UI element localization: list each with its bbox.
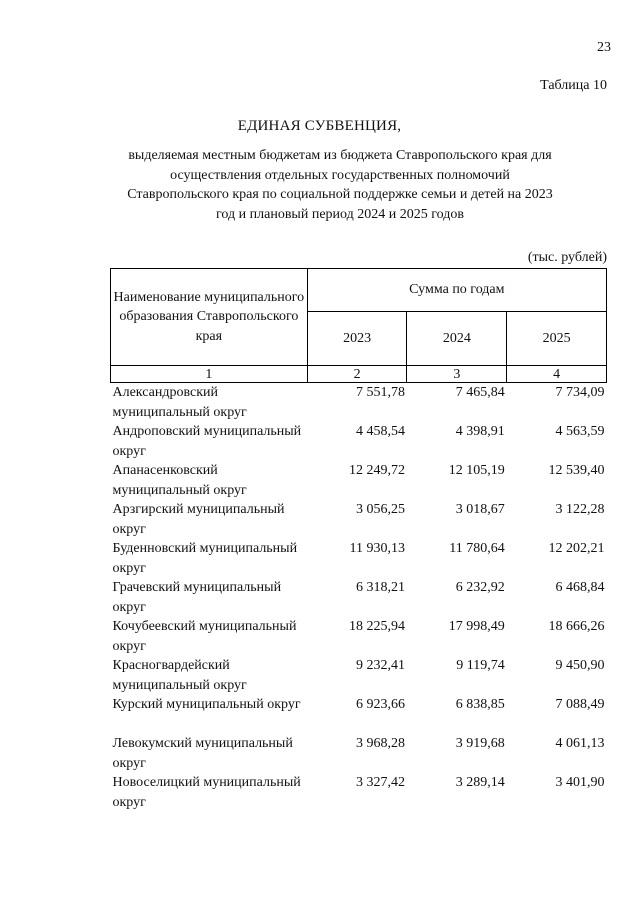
header-year-2023: 2023 [307,312,407,366]
subvention-table [110,268,607,812]
municipality-name: Александровский муниципальный округ [112,385,247,420]
value-2023: 4 458,54 [355,424,405,439]
value-2025: 12 202,21 [548,541,605,556]
value-2023: 9 232,41 [355,658,405,673]
value-2024: 12 105,19 [448,463,505,478]
municipality-name: Андроповский муниципальный округ [112,424,302,459]
document-title: ЕДИНАЯ СУБВЕНЦИЯ, [237,118,402,134]
table-row [111,539,607,578]
table-row [111,461,607,500]
header-name: Наименование муниципального образования Ставропольского края [111,269,308,366]
document-subtitle: выделяемая местным бюджетам из бюджета Ставропольского края для осуществления отдельных государственных полномочий Ставропольского края по социальной поддержке семьи и детей на 2023 год и плановый период 2024 и 2025 годов [127,148,553,222]
table-row [111,617,607,656]
value-2023: 3 968,28 [355,736,405,751]
value-2023: 12 249,72 [348,463,405,478]
value-2024: 6 232,92 [455,580,505,595]
value-2025: 12 539,40 [548,463,605,478]
value-2023: 6 318,21 [355,580,405,595]
units-label: (тыс. рублей) [527,250,607,265]
value-2023: 7 551,78 [355,385,405,400]
value-2023: 3 327,42 [355,775,405,790]
value-2025: 7 088,49 [555,697,605,712]
table-row [111,500,607,539]
value-2025: 6 468,84 [555,580,605,595]
value-2023: 3 056,25 [355,502,405,517]
table-row [111,656,607,695]
value-2025: 9 450,90 [555,658,605,673]
table-row [111,734,607,773]
value-2025: 3 401,90 [555,775,605,790]
value-2023: 18 225,94 [348,619,405,634]
value-2024: 11 780,64 [449,541,505,556]
value-2025: 7 734,09 [555,385,605,400]
municipality-name: Апанасенковский муниципальный округ [112,463,247,498]
municipality-name: Кочубеевский муниципальный округ [112,619,297,654]
municipality-name: Буденновский муниципальный округ [112,541,298,576]
municipality-name: Красногвардейский муниципальный округ [112,658,247,693]
value-2024: 3 919,68 [455,736,505,751]
table-row [111,695,607,734]
value-2024: 17 998,49 [448,619,505,634]
value-2024: 9 119,74 [456,658,505,673]
value-2024: 3 289,14 [455,775,505,790]
value-2025: 4 563,59 [555,424,605,439]
column-number-row [111,366,607,383]
table-label: Таблица 10 [540,78,607,93]
page-number: 23 [597,40,611,55]
column-number: 2 [307,366,407,383]
value-2025: 4 061,13 [555,736,605,751]
municipality-name: Левокумский муниципальный округ [112,736,293,771]
value-2024: 4 398,91 [455,424,505,439]
column-number: 1 [111,366,308,383]
value-2024: 7 465,84 [455,385,505,400]
value-2024: 3 018,67 [455,502,505,517]
table-row [111,383,607,423]
value-2025: 18 666,26 [548,619,605,634]
header-year-2024: 2024 [407,312,507,366]
value-2024: 6 838,85 [455,697,505,712]
municipality-name: Грачевский муниципальный округ [112,580,282,615]
column-number: 3 [407,366,507,383]
column-number: 4 [507,366,607,383]
header-year-2025: 2025 [507,312,607,366]
municipality-name: Арзгирский муниципальный округ [112,502,285,537]
municipality-name: Курский муниципальный округ [112,697,301,712]
value-2023: 6 923,66 [355,697,405,712]
value-2025: 3 122,28 [555,502,605,517]
table-row [111,578,607,617]
table-row [111,422,607,461]
municipality-name: Новоселицкий муниципальный округ [112,775,301,810]
header-sum: Сумма по годам [307,269,606,312]
value-2023: 11 930,13 [349,541,405,556]
table-row [111,773,607,812]
